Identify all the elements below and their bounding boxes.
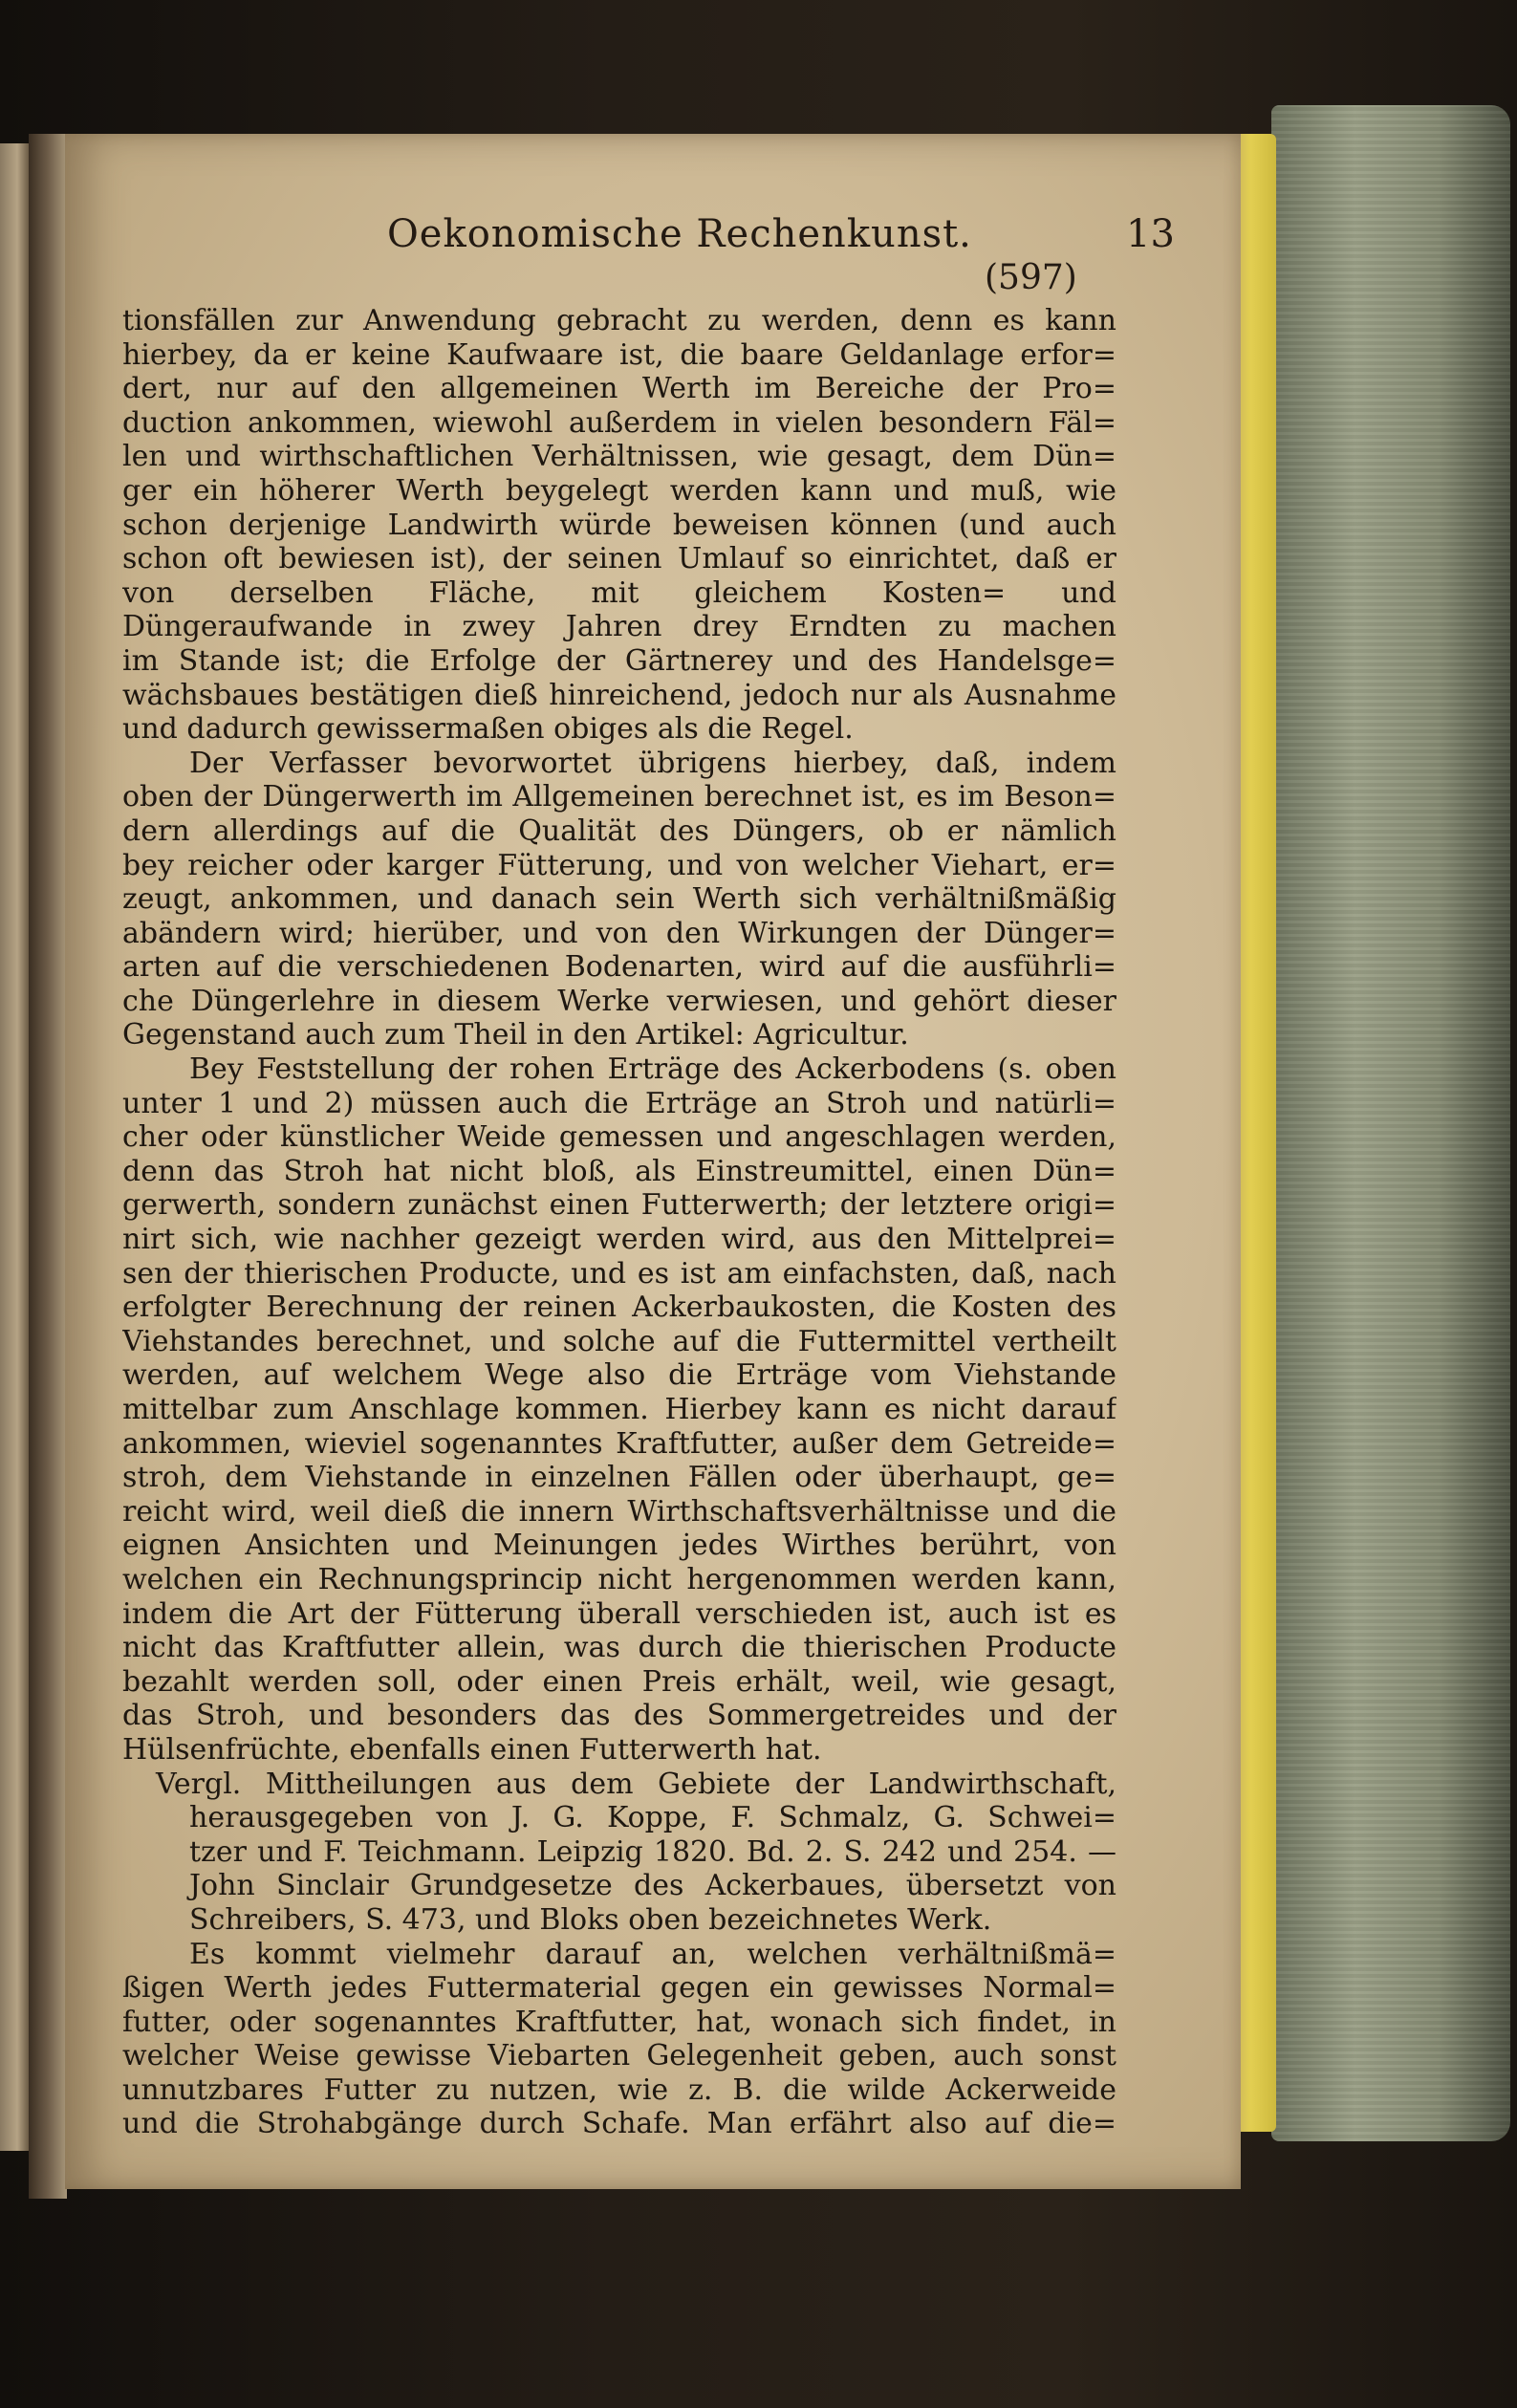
text-line: abändern wird; hierüber, und von den Wirkungen der Dünger=	[122, 916, 1116, 950]
citation-line: Schreibers, S. 473, und Bloks oben bezeichnetes Werk.	[189, 1902, 992, 1937]
text-line: nirt sich, wie nachher gezeigt werden wird, aus den Mittelprei=	[122, 1223, 1116, 1257]
text-line: che Düngerlehre in diesem Werke verwiesen, und gehört dieser	[122, 984, 1116, 1018]
page-number: 13	[1126, 212, 1175, 256]
text-line: reicht wird, weil dieß die innern Wirthschaftsverhältnisse und die	[122, 1494, 1116, 1529]
body-text	[122, 304, 1116, 2141]
text-line: nicht das Kraftfutter allein, was durch die thierischen Producte	[122, 1631, 1116, 1665]
text-line: tionsfällen zur Anwendung gebracht zu werden, denn es kann	[122, 304, 1116, 337]
text-line: eignen Ansichten und Meinungen jedes Wirthes berührt, von	[122, 1529, 1116, 1563]
text-line: mittelbar zum Anschlage kommen. Hierbey kann es nicht darauf	[122, 1393, 1116, 1426]
text-line: indem die Art der Fütterung überall verschieden ist, auch ist es	[122, 1596, 1116, 1631]
text-line: schon derjenige Landwirth würde beweisen können (und auch	[122, 508, 1116, 542]
text-line: welchen ein Rechnungsprincip nicht hergenommen werden kann,	[122, 1562, 1116, 1596]
text-line: stroh, dem Viehstande in einzelnen Fällen oder überhaupt, ge=	[122, 1461, 1116, 1495]
text-line: Gegenstand auch zum Theil in den Artikel: Agricultur.	[122, 1018, 909, 1052]
text-line: dern allerdings auf die Qualität des Düngers, ob er nämlich	[122, 814, 1116, 848]
text-line: und dadurch gewissermaßen obiges als die Regel.	[122, 712, 854, 747]
running-head: Oekonomische Rechenkunst.	[387, 212, 972, 256]
text-line: gerwerth, sondern zunächst einen Futterwerth; der letztere origi=	[122, 1188, 1116, 1223]
text-line: denn das Stroh hat nicht bloß, als Einstreumittel, einen Dün=	[122, 1154, 1116, 1188]
text-line: Hülsenfrüchte, ebenfalls einen Futterwerth hat.	[122, 1732, 822, 1767]
book-cover-edge	[1271, 105, 1510, 2141]
text-line: duction ankommen, wiewohl außerdem in vielen besondern Fäl=	[122, 405, 1116, 440]
citation-line: Vergl. Mittheilungen aus dem Gebiete der Landwirthschaft,	[156, 1767, 1116, 1801]
text-line: welcher Weise gewisse Viebarten Gelegenheit geben, auch sonst	[122, 2039, 1116, 2073]
text-line: Viehstandes berechnet, und solche auf die Futtermittel vertheilt	[122, 1324, 1116, 1358]
citation-line: tzer und F. Teichmann. Leipzig 1820. Bd. 2. S. 242 und 254. —	[189, 1834, 1116, 1869]
text-line: futter, oder sogenanntes Kraftfutter, hat, wonach sich findet, in	[122, 2005, 1116, 2039]
citation-line: herausgegeben von J. G. Koppe, F. Schmalz, G. Schwei=	[189, 1801, 1116, 1835]
text-line: ßigen Werth jedes Futtermaterial gegen ein gewisses Normal=	[122, 1971, 1116, 2006]
book-gutter	[29, 134, 67, 2199]
text-line: Düngeraufwande in zwey Jahren drey Erndten zu machen	[122, 610, 1116, 644]
text-line: Bey Feststellung der rohen Erträge des Ackerbodens (s. oben	[189, 1052, 1116, 1087]
text-line: das Stroh, und besonders das des Sommergetreides und der	[122, 1699, 1116, 1733]
text-line: schon oft bewiesen ist), der seinen Umlauf so einrichtet, daß er	[122, 542, 1116, 576]
text-line: wächsbaues bestätigen dieß hinreichend, jedoch nur als Ausnahme	[122, 678, 1116, 712]
text-line: im Stande ist; die Erfolge der Gärtnerey und des Handelsge=	[122, 643, 1116, 678]
facing-page-edge	[0, 143, 29, 2151]
text-line: arten auf die verschiedenen Bodenarten, wird auf die ausführli=	[122, 950, 1116, 985]
original-page-number: (597)	[985, 258, 1077, 297]
text-line: ankommen, wieviel sogenanntes Kraftfutter, außer dem Getreide=	[122, 1426, 1116, 1461]
page-header	[0, 212, 1517, 270]
text-line: oben der Düngerwerth im Allgemeinen berechnet ist, es im Beson=	[122, 780, 1116, 814]
text-line: zeugt, ankommen, und danach sein Werth sich verhältnißmäßig	[122, 882, 1116, 917]
text-line: werden, auf welchem Wege also die Erträge vom Viehstande	[122, 1358, 1116, 1393]
text-line: len und wirthschaftlichen Verhältnissen, wie gesagt, dem Dün=	[122, 440, 1116, 474]
text-line: hierbey, da er keine Kaufwaare ist, die baare Geldanlage erfor=	[122, 337, 1116, 372]
text-line: erfolgter Berechnung der reinen Ackerbaukosten, die Kosten des	[122, 1291, 1116, 1325]
text-line: ger ein höherer Werth beygelegt werden kann und muß, wie	[122, 473, 1116, 508]
text-line: von derselben Fläche, mit gleichem Kosten= und	[122, 575, 1116, 610]
text-line: dert, nur auf den allgemeinen Werth im Bereiche der Pro=	[122, 372, 1116, 406]
text-line: cher oder künstlicher Weide gemessen und angeschlagen werden,	[122, 1120, 1116, 1155]
text-line: Es kommt vielmehr darauf an, welchen verhältnißmä=	[189, 1937, 1116, 1971]
text-line: bey reicher oder karger Fütterung, und von welcher Viehart, er=	[122, 848, 1116, 882]
text-line: unnutzbares Futter zu nutzen, wie z. B. die wilde Ackerweide	[122, 2072, 1116, 2107]
text-line: Der Verfasser bevorwortet übrigens hierbey, daß, indem	[189, 746, 1116, 780]
text-line: sen der thierischen Producte, und es ist am einfachsten, daß, nach	[122, 1256, 1116, 1291]
text-line: unter 1 und 2) müssen auch die Erträge an Stroh und natürli=	[122, 1086, 1116, 1120]
citation-line: John Sinclair Grundgesetze des Ackerbaues, übersetzt von	[189, 1869, 1116, 1903]
text-line: bezahlt werden soll, oder einen Preis erhält, weil, wie gesagt,	[122, 1664, 1116, 1699]
text-line: und die Strohabgänge durch Schafe. Man erfährt also auf die=	[122, 2107, 1116, 2141]
